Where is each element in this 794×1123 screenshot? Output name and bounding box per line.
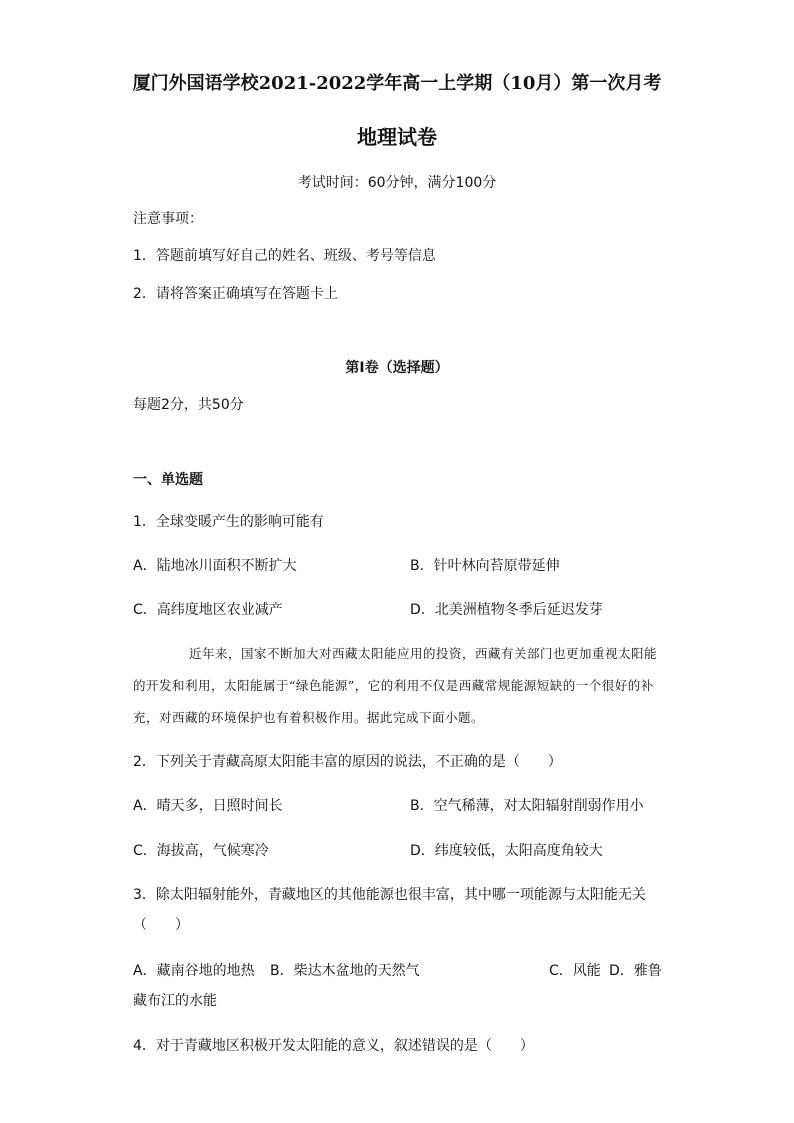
option-c: C．高纬度地区农业减产 <box>133 602 283 618</box>
section-scoring: 每题2分，共50分 <box>133 397 244 413</box>
note-item: 2．请将答案正确填写在答题卡上 <box>133 286 338 302</box>
question-stem: 4．对于青藏地区积极开发太阳能的意义，叙述错误的是（ ） <box>133 1038 534 1054</box>
question-stem: 2．下列关于青藏高原太阳能丰富的原因的说法，不正确的是（ ） <box>133 754 562 770</box>
option-d-continuation: 藏布江的水能 <box>133 993 217 1009</box>
option-d: D．雅鲁 <box>609 963 662 979</box>
option-a: A．晴天多，日照时间长 <box>133 798 283 814</box>
option-c: C．风能 <box>549 963 601 979</box>
reading-passage: 近年来，国家不断加大对西藏太阳能应用的投资，西藏有关部门也更加重视太阳能的开发和利用，太阳能属于“绿色能源”，它的利用不仅是西藏常规能源短缺的一个很好的补充，对西藏的环境保护也有着积极作用。据此完成下面小题。 <box>133 646 658 725</box>
option-b: B．柴达木盆地的天然气 <box>270 963 420 979</box>
note-item: 1．答题前填写好自己的姓名、班级、考号等信息 <box>133 248 436 264</box>
exam-title: 厦门外国语学校2021-2022学年高一上学期（10月）第一次月考 <box>132 73 662 94</box>
option-d: D．北美洲植物冬季后延迟发芽 <box>410 602 603 618</box>
option-a: A．陆地冰川面积不断扩大 <box>133 558 297 574</box>
notes-heading: 注意事项： <box>133 211 203 227</box>
question-stem: 1．全球变暖产生的影响可能有 <box>133 514 324 530</box>
question-stem: 3．除太阳辐射能外，青藏地区的其他能源也很丰富，其中哪一项能源与太阳能无关 <box>133 887 646 903</box>
exam-subtitle: 地理试卷 <box>357 125 437 149</box>
option-a: A．藏南谷地的地热 <box>133 963 255 979</box>
part-heading: 一、单选题 <box>133 472 203 488</box>
exam-info: 考试时间：60分钟，满分100分 <box>297 175 497 191</box>
option-d: D．纬度较低，太阳高度角较大 <box>410 843 603 859</box>
question-stem-continuation: （ ） <box>133 917 189 933</box>
section-title: 第I卷（选择题） <box>345 360 449 376</box>
option-c: C．海拔高，气候寒冷 <box>133 843 269 859</box>
option-b: B．空气稀薄，对太阳辐射削弱作用小 <box>410 798 644 814</box>
option-b: B．针叶林向苔原带延伸 <box>410 558 560 574</box>
